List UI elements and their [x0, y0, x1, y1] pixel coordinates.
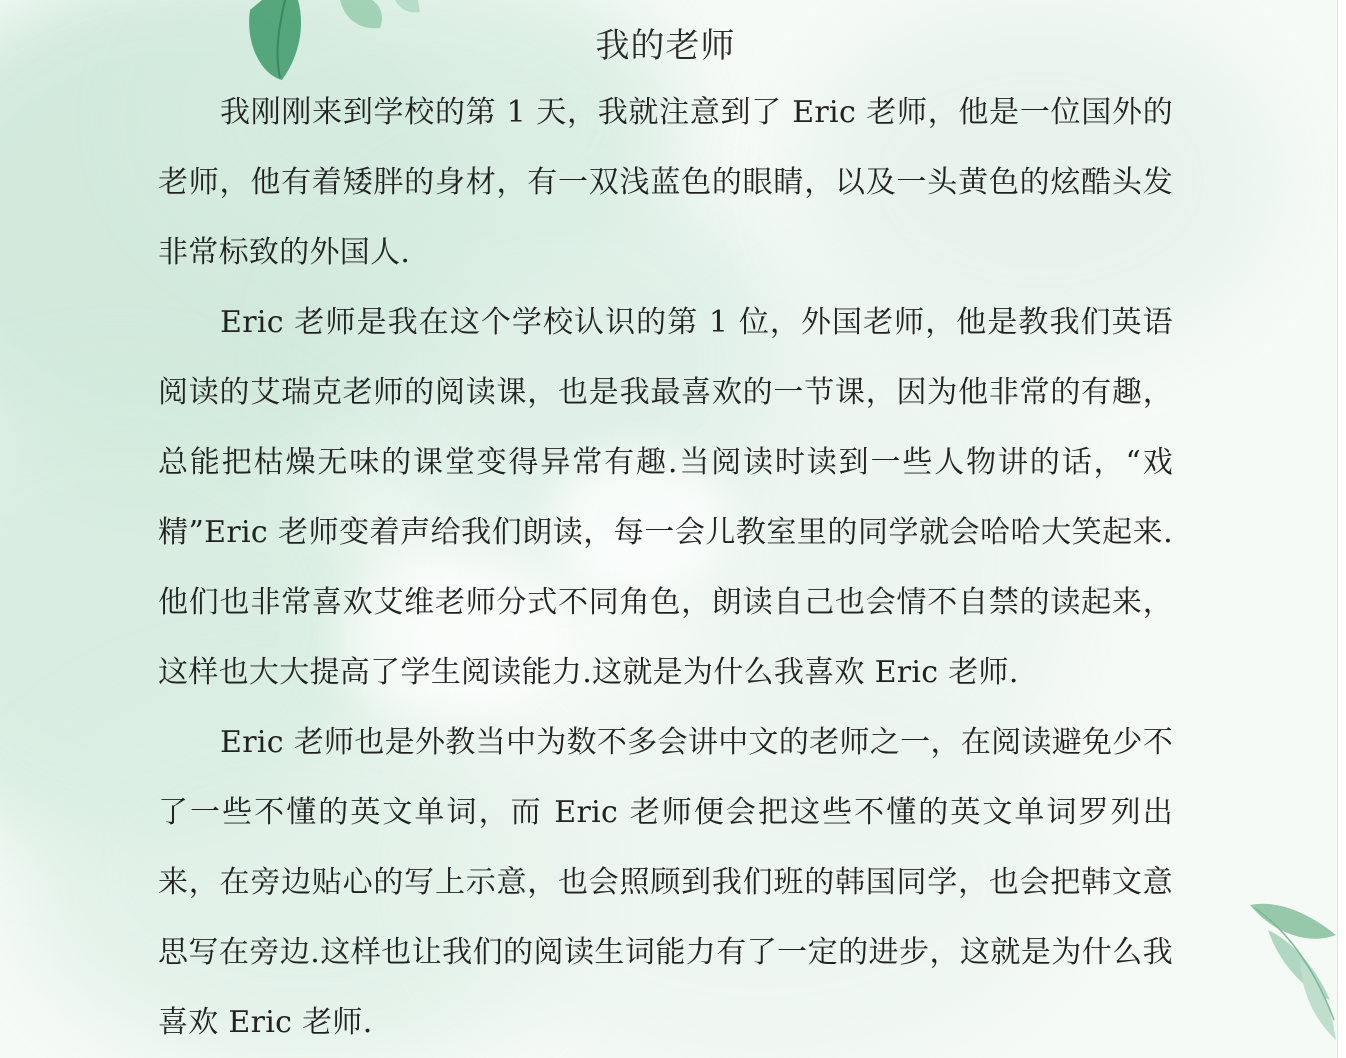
paragraph-2: Eric 老师是我在这个学校认识的第 1 位，外国老师，他是教我们英语阅读的艾瑞克老师的阅读课，也是我最喜欢的一节课，因为他非常的有趣，总能把枯燥无味的课堂变得异常有趣.当阅读时读到一些人物讲的话，“戏精”Eric 老师变着声给我们朗读，每一会儿教室里的同学就会哈哈大笑起来.他们也非常喜欢艾维老师分式不同角色，朗读自己也会情不自禁的读起来，这样也大大提高了学生阅读能力.这就是为什么我喜欢 Eric 老师.	[158, 305, 1173, 690]
document-page	[158, 0, 1173, 1058]
paragraph-1: 我刚刚来到学校的第 1 天，我就注意到了 Eric 老师，他是一位国外的老师，他有着矮胖的身材，有一双浅蓝色的眼睛，以及一头黄色的炫酷头发非常标致的外国人.	[158, 95, 1173, 270]
paragraph-3: Eric 老师也是外教当中为数不多会讲中文的老师之一，在阅读避免少不了一些不懂的英文单词，而 Eric 老师便会把这些不懂的英文单词罗列出来，在旁边贴心的写上示意，也会照顾到我们班的韩国同学，也会把韩文意思写在旁边.这样也让我们的阅读生词能力有了一定的进步，这就是为什么我喜欢 Eric 老师.	[158, 725, 1173, 1040]
document-title: 我的老师	[595, 26, 736, 66]
page-right-edge	[1337, 0, 1346, 1058]
